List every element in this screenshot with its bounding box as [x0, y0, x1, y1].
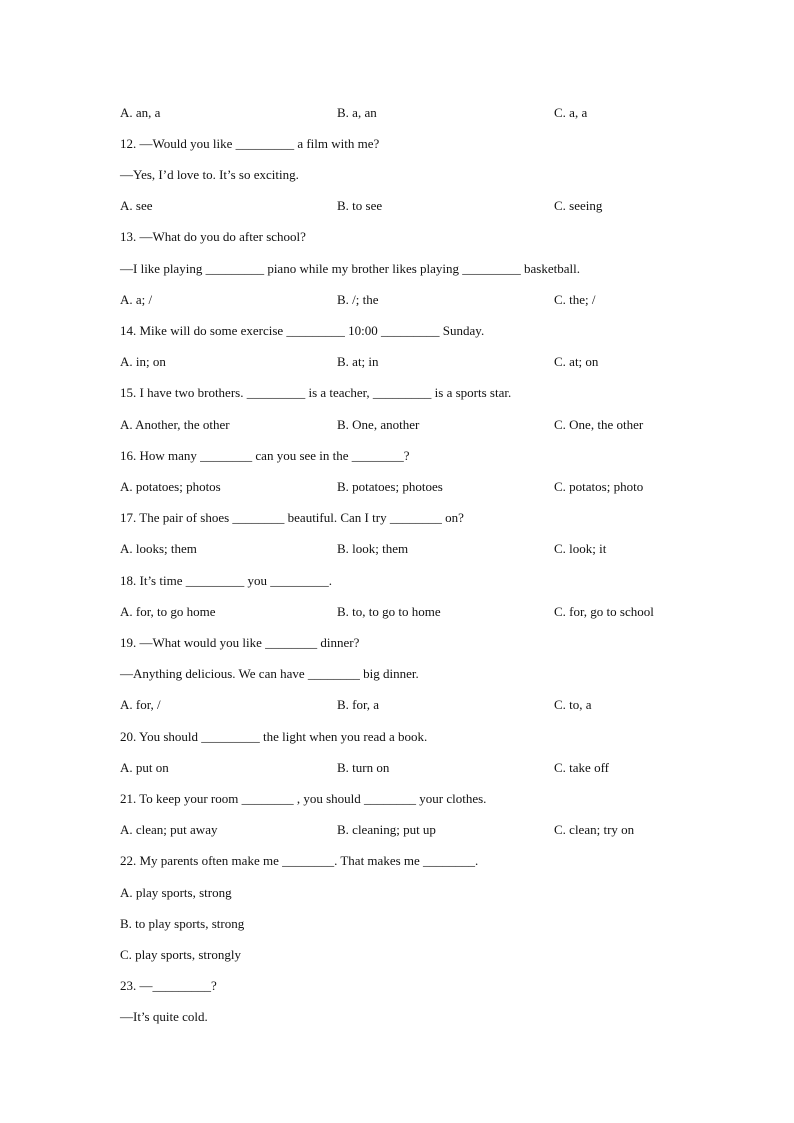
option-a: A. potatoes; photos	[120, 479, 221, 494]
question-13: 13. —What do you do after school?	[120, 229, 306, 244]
option-c: C. at; on	[554, 354, 599, 369]
option-b: B. for, a	[337, 697, 380, 712]
option-c: C. clean; try on	[554, 822, 635, 837]
option-b: B. a, an	[337, 105, 377, 120]
option-c: C. take off	[554, 760, 609, 775]
question-17: 17. The pair of shoes ________ beautiful. Can I try ________ on?	[120, 510, 464, 525]
option-c: C. to, a	[554, 697, 592, 712]
option-b: B. to see	[337, 198, 383, 213]
answer-options-q12	[120, 197, 740, 215]
option-a: A. for, to go home	[120, 604, 216, 619]
option-b: B. potatoes; photoes	[337, 479, 443, 494]
question-12: 12. —Would you like _________ a film with me?	[120, 136, 380, 151]
answer-options-q11	[120, 104, 740, 122]
question-22: 22. My parents often make me ________. That makes me ________.	[120, 853, 479, 868]
question-12-dialogue: —Yes, I’d love to. It’s so exciting.	[120, 167, 299, 182]
option-a: A. in; on	[120, 354, 166, 369]
question-19: 19. —What would you like ________ dinner?	[120, 635, 360, 650]
question-21: 21. To keep your room ________ , you should ________ your clothes.	[120, 791, 487, 806]
question-20: 20. You should _________ the light when you read a book.	[120, 729, 428, 744]
option-a: A. a; /	[120, 292, 153, 307]
option-c: C. for, go to school	[554, 604, 654, 619]
option-b: B. turn on	[337, 760, 390, 775]
option-c: C. One, the other	[554, 417, 644, 432]
answer-options-q20	[120, 759, 740, 777]
option-a: A. for, /	[120, 697, 161, 712]
question-22-option-c: C. play sports, strongly	[120, 947, 241, 962]
option-b: B. One, another	[337, 417, 420, 432]
option-a: A. looks; them	[120, 541, 197, 556]
answer-options-q13	[120, 291, 740, 309]
option-b: B. look; them	[337, 541, 409, 556]
answer-options-q19	[120, 696, 740, 714]
option-b: B. /; the	[337, 292, 379, 307]
question-15: 15. I have two brothers. _________ is a teacher, _________ is a sports star.	[120, 385, 512, 400]
option-b: B. cleaning; put up	[337, 822, 436, 837]
question-23: 23. —_________?	[120, 978, 217, 993]
answer-options-q14	[120, 353, 740, 371]
question-23-dialogue: —It’s quite cold.	[120, 1009, 208, 1024]
option-b: B. to, to go to home	[337, 604, 441, 619]
option-a: A. see	[120, 198, 153, 213]
question-22-option-a: A. play sports, strong	[120, 885, 232, 900]
question-19-dialogue: —Anything delicious. We can have ________ big dinner.	[120, 666, 419, 681]
option-a: A. an, a	[120, 105, 161, 120]
answer-options-q21	[120, 821, 740, 839]
question-22-option-b: B. to play sports, strong	[120, 916, 245, 931]
option-c: C. look; it	[554, 541, 607, 556]
option-a: A. clean; put away	[120, 822, 218, 837]
answer-options-q16	[120, 478, 740, 496]
question-16: 16. How many ________ can you see in the ________?	[120, 448, 410, 463]
option-c: C. the; /	[554, 292, 596, 307]
option-c: C. potatos; photo	[554, 479, 644, 494]
option-c: C. a, a	[554, 105, 588, 120]
question-13-dialogue: —I like playing _________ piano while my brother likes playing _________ basketball.	[120, 261, 580, 276]
question-18: 18. It’s time _________ you _________.	[120, 573, 332, 588]
option-b: B. at; in	[337, 354, 379, 369]
answer-options-q17	[120, 540, 740, 558]
option-a: A. put on	[120, 760, 169, 775]
answer-options-q18	[120, 603, 740, 621]
option-c: C. seeing	[554, 198, 603, 213]
option-a: A. Another, the other	[120, 417, 230, 432]
answer-options-q15	[120, 416, 740, 434]
question-14: 14. Mike will do some exercise _________ 10:00 _________ Sunday.	[120, 323, 485, 338]
